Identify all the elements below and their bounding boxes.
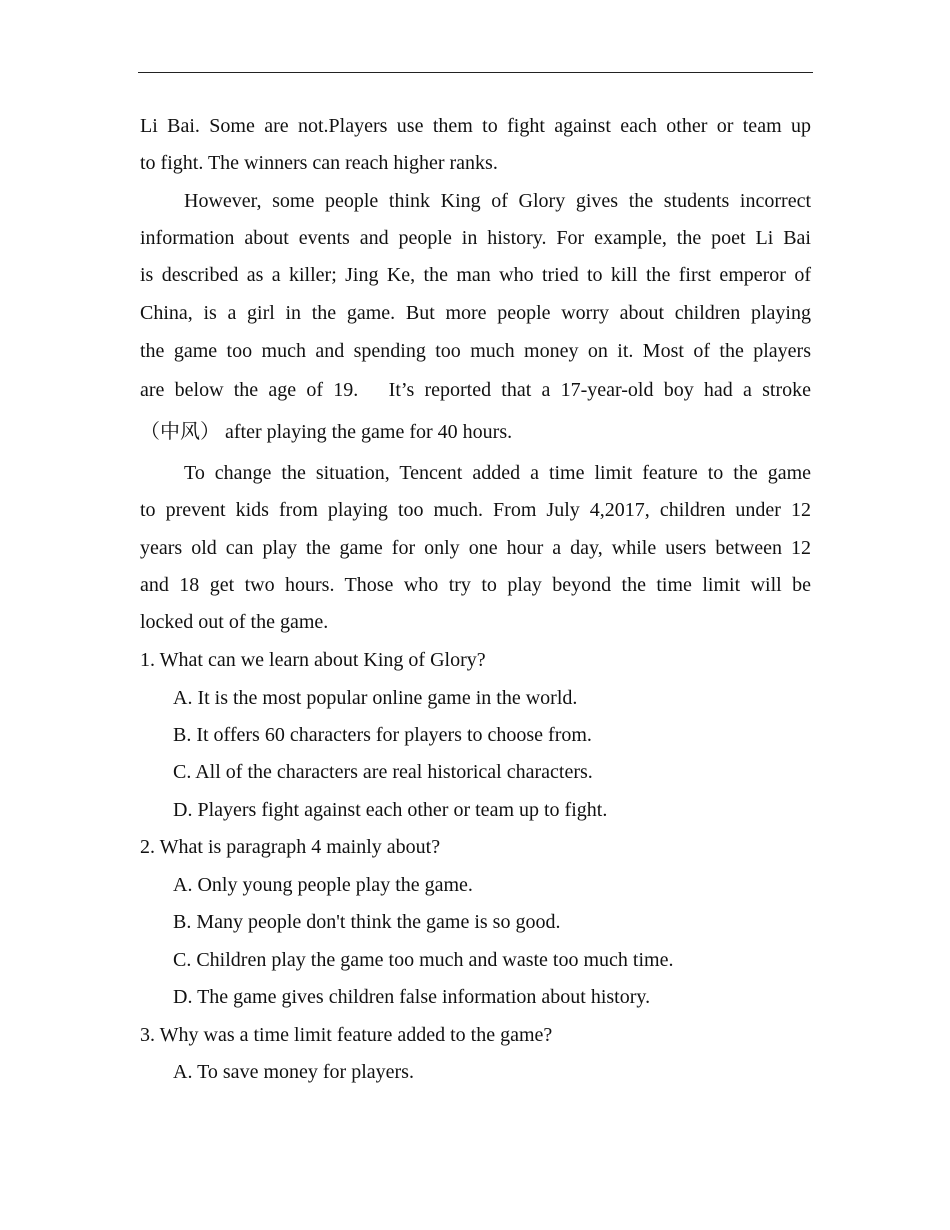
question-stem: 2. What is paragraph 4 mainly about?: [140, 836, 441, 858]
passage-line: However, some people think King of Glory gives the students incorrect: [184, 190, 811, 212]
question-option: B. It offers 60 characters for players to choose from.: [173, 724, 592, 746]
question-option: D. The game gives children false information about history.: [173, 986, 651, 1008]
passage-line: locked out of the game.: [140, 611, 329, 633]
passage-line: the game too much and spending too much money on it. Most of the players: [140, 340, 811, 362]
passage-line: are below the age of 19. It’s reported that a 17-year-old boy had a stroke: [140, 379, 811, 401]
question-option: D. Players fight against each other or team up to fight.: [173, 799, 608, 821]
passage-line: years old can play the game for only one hour a day, while users between 12: [140, 537, 811, 559]
passage-line: Li Bai. Some are not.Players use them to fight against each other or team up: [140, 115, 811, 137]
question-option: C. All of the characters are real historical characters.: [173, 761, 593, 783]
header-rule: [138, 72, 813, 73]
passage-line: to prevent kids from playing too much. From July 4,2017, children under 12: [140, 499, 811, 521]
question-option: A. Only young people play the game.: [173, 874, 473, 896]
question-option: C. Children play the game too much and waste too much time.: [173, 949, 674, 971]
passage-line: to fight. The winners can reach higher ranks.: [140, 152, 498, 174]
passage-line: and 18 get two hours. Those who try to play beyond the time limit will be: [140, 574, 811, 596]
question-option: A. It is the most popular online game in the world.: [173, 687, 578, 709]
question-stem: 1. What can we learn about King of Glory?: [140, 649, 486, 671]
passage-line: （中风） after playing the game for 40 hours.: [140, 421, 513, 443]
passage-line: To change the situation, Tencent added a time limit feature to the game: [184, 462, 811, 484]
passage-line: information about events and people in history. For example, the poet Li Bai: [140, 227, 811, 249]
question-stem: 3. Why was a time limit feature added to the game?: [140, 1024, 553, 1046]
question-option: A. To save money for players.: [173, 1061, 414, 1083]
passage-line: is described as a killer; Jing Ke, the man who tried to kill the first emperor of: [140, 264, 811, 286]
passage-line: China, is a girl in the game. But more people worry about children playing: [140, 302, 811, 324]
question-option: B. Many people don't think the game is so good.: [173, 911, 561, 933]
